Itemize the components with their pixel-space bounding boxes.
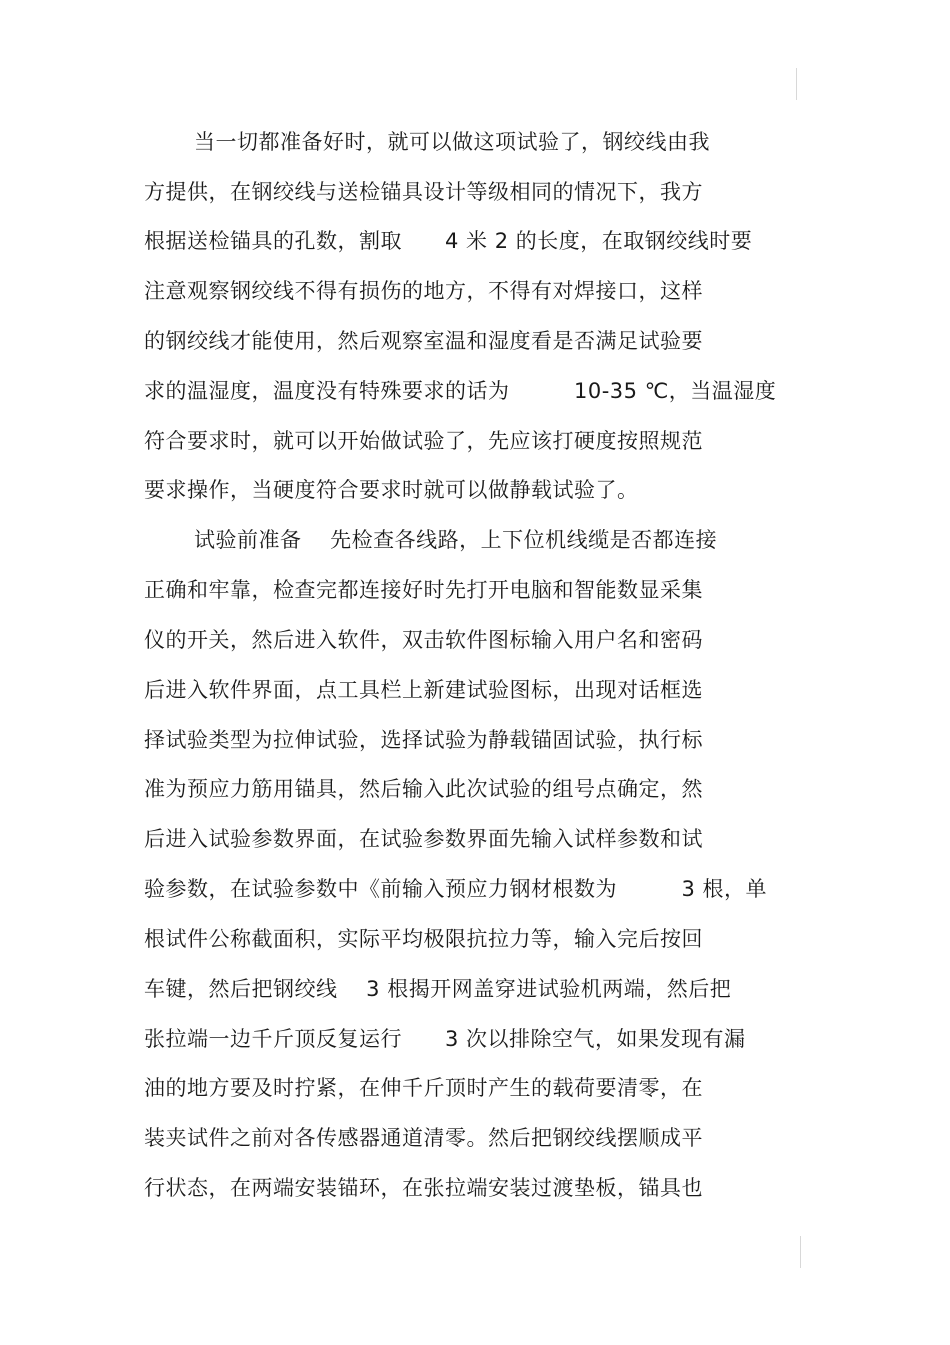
text-line-13: 择试验类型为拉伸试验，选择试验为静载锚固试验，执行标 <box>144 728 703 752</box>
text-line-12: 后进入软件界面，点工具栏上新建试验图标，出现对话框选 <box>144 678 703 702</box>
text-line-2: 方提供，在钢绞线与送检锚具设计等级相同的情况下，我方 <box>144 180 703 204</box>
text-line-6: 求的温湿度，温度没有特殊要求的话为 10-35 ℃，当温湿度 <box>144 379 777 403</box>
text-line-18: 车键，然后把钢绞线 3 根揭开网盖穿进试验机两端，然后把 <box>144 977 732 1001</box>
text-line-11: 仪的开关，然后进入软件，双击软件图标输入用户名和密码 <box>144 628 703 652</box>
text-line-9: 试验前准备 先检查各线路，上下位机线缆是否都连接 <box>194 528 718 552</box>
top-right-margin-mark <box>796 68 797 100</box>
text-line-7: 符合要求时，就可以开始做试验了，先应该打硬度按照规范 <box>144 429 703 453</box>
bottom-right-margin-mark <box>800 1236 801 1268</box>
text-line-15: 后进入试验参数界面，在试验参数界面先输入试样参数和试 <box>144 827 703 851</box>
text-line-22: 行状态，在两端安装锚环，在张拉端安装过渡垫板，锚具也 <box>144 1176 703 1200</box>
text-line-3: 根据送检锚具的孔数，割取 4 米 2 的长度，在取钢绞线时要 <box>144 229 753 253</box>
text-line-8: 要求操作，当硬度符合要求时就可以做静载试验了。 <box>144 478 639 502</box>
text-line-1: 当一切都准备好时，就可以做这项试验了，钢绞线由我 <box>194 130 710 154</box>
text-line-21: 装夹试件之前对各传感器通道清零。然后把钢绞线摆顺成平 <box>144 1126 703 1150</box>
text-line-20: 油的地方要及时拧紧，在伸千斤顶时产生的载荷要清零，在 <box>144 1076 703 1100</box>
text-line-19: 张拉端一边千斤顶反复运行 3 次以排除空气，如果发现有漏 <box>144 1027 746 1051</box>
text-line-4: 注意观察钢绞线不得有损伤的地方，不得有对焊接口，这样 <box>144 279 703 303</box>
text-line-16: 验参数，在试验参数中《前输入预应力钢材根数为 3 根，单 <box>144 877 768 901</box>
text-line-17: 根试件公称截面积，实际平均极限抗拉力等，输入完后按回 <box>144 927 703 951</box>
text-line-5: 的钢绞线才能使用，然后观察室温和湿度看是否满足试验要 <box>144 329 703 353</box>
text-line-14: 准为预应力筋用锚具，然后输入此次试验的组号点确定，然 <box>144 777 703 801</box>
text-line-10: 正确和牢靠，检查完都连接好时先打开电脑和智能数显采集 <box>144 578 703 602</box>
